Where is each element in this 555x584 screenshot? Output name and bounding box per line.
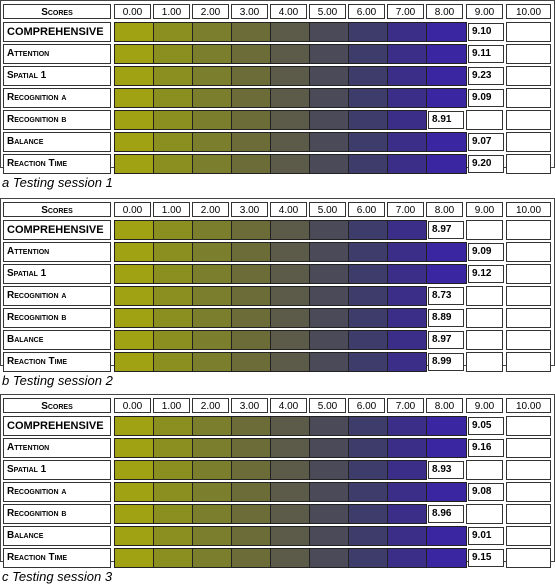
bar-segment bbox=[270, 88, 310, 108]
row-label: Balance bbox=[3, 526, 111, 546]
bar-segment bbox=[270, 504, 310, 524]
bar-segment bbox=[114, 308, 154, 328]
tick-label: 6.00 bbox=[348, 398, 385, 413]
bar-segment bbox=[348, 416, 388, 436]
row-label: Spatial 1 bbox=[3, 66, 111, 86]
value-label: 8.89 bbox=[428, 309, 464, 327]
value-label: 8.99 bbox=[428, 353, 464, 371]
empty-cell bbox=[506, 438, 551, 458]
empty-cell bbox=[506, 308, 551, 328]
bar-segment bbox=[114, 88, 154, 108]
bar-segment bbox=[114, 110, 154, 130]
tick-label: 7.00 bbox=[387, 202, 424, 217]
bar-segment bbox=[153, 242, 193, 262]
bar-segment bbox=[231, 88, 271, 108]
bar-segment bbox=[309, 416, 349, 436]
bar-segment bbox=[231, 330, 271, 350]
bar-segment bbox=[153, 264, 193, 284]
bar-segment bbox=[192, 352, 232, 372]
bar-segment bbox=[270, 352, 310, 372]
bar-segment bbox=[192, 220, 232, 240]
bar-segment bbox=[348, 264, 388, 284]
value-label: 9.23 bbox=[468, 67, 504, 85]
chart-frame bbox=[0, 0, 555, 168]
bar-segment bbox=[153, 286, 193, 306]
bar-segment bbox=[309, 438, 349, 458]
bar-segment bbox=[348, 460, 388, 480]
bar-segment bbox=[309, 220, 349, 240]
bar-segment bbox=[309, 88, 349, 108]
bar-segment bbox=[231, 416, 271, 436]
bar-segment bbox=[114, 154, 154, 174]
bar-segment bbox=[309, 110, 349, 130]
bar-segment bbox=[192, 66, 232, 86]
value-label: 8.96 bbox=[428, 505, 464, 523]
value-label: 9.09 bbox=[468, 89, 504, 107]
bar-segment bbox=[231, 526, 271, 546]
bar-segment bbox=[309, 548, 349, 568]
empty-cell bbox=[506, 416, 551, 436]
tick-label: 8.00 bbox=[426, 202, 463, 217]
bar-segment bbox=[192, 526, 232, 546]
row-label: Reaction Time bbox=[3, 548, 111, 568]
bar-segment bbox=[270, 220, 310, 240]
bar-segment bbox=[348, 352, 388, 372]
bar-segment bbox=[426, 88, 467, 108]
bar-segment bbox=[348, 438, 388, 458]
tick-label: 10.00 bbox=[506, 398, 551, 413]
tick-label: 10.00 bbox=[506, 4, 551, 19]
bar-segment bbox=[231, 460, 271, 480]
bar-segment bbox=[348, 220, 388, 240]
bar-segment bbox=[387, 110, 427, 130]
row-label: Recognition a bbox=[3, 88, 111, 108]
bar-segment bbox=[192, 264, 232, 284]
empty-cell bbox=[506, 482, 551, 502]
empty-cell bbox=[466, 286, 503, 306]
value-label: 9.07 bbox=[468, 133, 504, 151]
bar-segment bbox=[426, 22, 467, 42]
empty-cell bbox=[506, 22, 551, 42]
bar-segment bbox=[270, 44, 310, 64]
tick-label: 0.00 bbox=[114, 202, 151, 217]
bar-segment bbox=[270, 330, 310, 350]
chart-panel bbox=[0, 394, 555, 584]
bar-segment bbox=[348, 66, 388, 86]
bar-segment bbox=[348, 504, 388, 524]
bar-segment bbox=[231, 110, 271, 130]
bar-segment bbox=[153, 460, 193, 480]
bar-segment bbox=[231, 286, 271, 306]
bar-segment bbox=[114, 22, 154, 42]
bar-segment bbox=[153, 330, 193, 350]
empty-cell bbox=[466, 460, 503, 480]
panel-caption: b Testing session 2 bbox=[2, 373, 113, 388]
bar-segment bbox=[114, 242, 154, 262]
bar-segment bbox=[192, 44, 232, 64]
bar-segment bbox=[348, 154, 388, 174]
bar-segment bbox=[114, 220, 154, 240]
bar-segment bbox=[192, 416, 232, 436]
bar-segment bbox=[309, 44, 349, 64]
row-label: Reaction Time bbox=[3, 352, 111, 372]
bar-segment bbox=[387, 482, 427, 502]
row-label: Recognition b bbox=[3, 110, 111, 130]
row-label: Attention bbox=[3, 438, 111, 458]
tick-label: 4.00 bbox=[270, 4, 307, 19]
bar-segment bbox=[114, 482, 154, 502]
bar-segment bbox=[231, 132, 271, 152]
bar-segment bbox=[387, 308, 427, 328]
tick-label: 5.00 bbox=[309, 4, 346, 19]
panel-caption: a Testing session 1 bbox=[2, 175, 113, 190]
bar-segment bbox=[114, 44, 154, 64]
bar-segment bbox=[309, 504, 349, 524]
bar-segment bbox=[348, 88, 388, 108]
bar-segment bbox=[387, 548, 427, 568]
bar-segment bbox=[231, 22, 271, 42]
tick-label: 2.00 bbox=[192, 4, 229, 19]
bar-segment bbox=[192, 330, 232, 350]
tick-label: 2.00 bbox=[192, 202, 229, 217]
tick-label: 7.00 bbox=[387, 4, 424, 19]
empty-cell bbox=[506, 66, 551, 86]
bar-segment bbox=[387, 66, 427, 86]
row-label: Spatial 1 bbox=[3, 460, 111, 480]
bar-segment bbox=[114, 526, 154, 546]
bar-segment bbox=[348, 132, 388, 152]
chart-panel bbox=[0, 198, 555, 388]
bar-segment bbox=[270, 66, 310, 86]
bar-segment bbox=[270, 264, 310, 284]
bar-segment bbox=[270, 416, 310, 436]
empty-cell bbox=[506, 330, 551, 350]
bar-segment bbox=[387, 526, 427, 546]
bar-segment bbox=[192, 286, 232, 306]
empty-cell bbox=[506, 220, 551, 240]
row-label: Balance bbox=[3, 132, 111, 152]
bar-segment bbox=[387, 22, 427, 42]
bar-segment bbox=[387, 330, 427, 350]
tick-label: 3.00 bbox=[231, 202, 268, 217]
bar-segment bbox=[192, 504, 232, 524]
tick-label: 9.00 bbox=[466, 4, 503, 19]
bar-segment bbox=[153, 220, 193, 240]
bar-segment bbox=[309, 330, 349, 350]
bar-segment bbox=[192, 308, 232, 328]
tick-label: 4.00 bbox=[270, 202, 307, 217]
bar-segment bbox=[270, 132, 310, 152]
bar-segment bbox=[387, 154, 427, 174]
bar-segment bbox=[387, 264, 427, 284]
value-label: 9.05 bbox=[468, 417, 504, 435]
bar-segment bbox=[348, 44, 388, 64]
bar-segment bbox=[114, 548, 154, 568]
bar-segment bbox=[153, 22, 193, 42]
bar-segment bbox=[114, 438, 154, 458]
empty-cell bbox=[466, 220, 503, 240]
row-label: COMPREHENSIVE bbox=[3, 22, 111, 42]
row-label: Attention bbox=[3, 242, 111, 262]
header-scores-label: Scores bbox=[3, 4, 111, 19]
bar-segment bbox=[309, 482, 349, 502]
empty-cell bbox=[466, 330, 503, 350]
bar-segment bbox=[192, 22, 232, 42]
bar-segment bbox=[426, 548, 467, 568]
bar-segment bbox=[387, 44, 427, 64]
bar-segment bbox=[270, 526, 310, 546]
row-label: COMPREHENSIVE bbox=[3, 220, 111, 240]
bar-segment bbox=[192, 548, 232, 568]
bar-segment bbox=[309, 242, 349, 262]
panel-caption: c Testing session 3 bbox=[2, 569, 113, 584]
bar-segment bbox=[153, 132, 193, 152]
tick-label: 7.00 bbox=[387, 398, 424, 413]
bar-segment bbox=[153, 438, 193, 458]
bar-segment bbox=[114, 352, 154, 372]
empty-cell bbox=[466, 352, 503, 372]
bar-segment bbox=[426, 438, 467, 458]
bar-segment bbox=[387, 460, 427, 480]
row-label: Recognition a bbox=[3, 286, 111, 306]
tick-label: 5.00 bbox=[309, 202, 346, 217]
bar-segment bbox=[231, 264, 271, 284]
bar-segment bbox=[114, 416, 154, 436]
tick-label: 1.00 bbox=[153, 202, 190, 217]
bar-segment bbox=[153, 88, 193, 108]
bar-segment bbox=[348, 330, 388, 350]
bar-segment bbox=[114, 264, 154, 284]
bar-segment bbox=[231, 504, 271, 524]
bar-segment bbox=[309, 264, 349, 284]
bar-segment bbox=[426, 264, 467, 284]
empty-cell bbox=[506, 460, 551, 480]
tick-label: 1.00 bbox=[153, 4, 190, 19]
bar-segment bbox=[270, 22, 310, 42]
bar-segment bbox=[309, 66, 349, 86]
value-label: 8.73 bbox=[428, 287, 464, 305]
bar-segment bbox=[309, 308, 349, 328]
row-label: Spatial 1 bbox=[3, 264, 111, 284]
empty-cell bbox=[506, 286, 551, 306]
chart-frame bbox=[0, 394, 555, 562]
bar-segment bbox=[231, 438, 271, 458]
bar-segment bbox=[426, 416, 467, 436]
bar-segment bbox=[270, 308, 310, 328]
bar-segment bbox=[231, 242, 271, 262]
empty-cell bbox=[506, 44, 551, 64]
bar-segment bbox=[426, 526, 467, 546]
row-label: COMPREHENSIVE bbox=[3, 416, 111, 436]
bar-segment bbox=[348, 110, 388, 130]
bar-segment bbox=[153, 308, 193, 328]
bar-segment bbox=[153, 526, 193, 546]
bar-segment bbox=[270, 110, 310, 130]
bar-segment bbox=[153, 154, 193, 174]
bar-segment bbox=[387, 352, 427, 372]
value-label: 9.20 bbox=[468, 155, 504, 173]
empty-cell bbox=[506, 242, 551, 262]
tick-label: 10.00 bbox=[506, 202, 551, 217]
tick-label: 3.00 bbox=[231, 4, 268, 19]
bar-segment bbox=[270, 286, 310, 306]
bar-segment bbox=[153, 504, 193, 524]
bar-segment bbox=[426, 66, 467, 86]
bar-segment bbox=[270, 154, 310, 174]
bar-segment bbox=[426, 132, 467, 152]
bar-segment bbox=[309, 352, 349, 372]
tick-label: 1.00 bbox=[153, 398, 190, 413]
tick-label: 5.00 bbox=[309, 398, 346, 413]
row-label: Recognition b bbox=[3, 504, 111, 524]
bar-segment bbox=[270, 548, 310, 568]
bar-segment bbox=[114, 132, 154, 152]
value-label: 8.93 bbox=[428, 461, 464, 479]
bar-segment bbox=[387, 242, 427, 262]
value-label: 8.97 bbox=[428, 221, 464, 239]
bar-segment bbox=[192, 132, 232, 152]
bar-segment bbox=[348, 242, 388, 262]
value-label: 9.15 bbox=[468, 549, 504, 567]
bar-segment bbox=[153, 548, 193, 568]
empty-cell bbox=[466, 308, 503, 328]
value-label: 9.10 bbox=[468, 23, 504, 41]
empty-cell bbox=[506, 110, 551, 130]
bar-segment bbox=[348, 548, 388, 568]
row-label: Recognition a bbox=[3, 482, 111, 502]
tick-label: 9.00 bbox=[466, 398, 503, 413]
bar-segment bbox=[387, 504, 427, 524]
bar-segment bbox=[231, 482, 271, 502]
bar-segment bbox=[231, 44, 271, 64]
value-label: 9.12 bbox=[468, 265, 504, 283]
row-label: Recognition b bbox=[3, 308, 111, 328]
bar-segment bbox=[309, 526, 349, 546]
bar-segment bbox=[270, 482, 310, 502]
bar-segment bbox=[153, 66, 193, 86]
bar-segment bbox=[309, 286, 349, 306]
bar-segment bbox=[309, 154, 349, 174]
bar-segment bbox=[192, 88, 232, 108]
bar-segment bbox=[192, 242, 232, 262]
value-label: 8.91 bbox=[428, 111, 464, 129]
tick-label: 6.00 bbox=[348, 202, 385, 217]
bar-segment bbox=[114, 66, 154, 86]
value-label: 9.08 bbox=[468, 483, 504, 501]
bar-segment bbox=[387, 220, 427, 240]
bar-segment bbox=[309, 132, 349, 152]
bar-segment bbox=[231, 548, 271, 568]
empty-cell bbox=[506, 88, 551, 108]
bar-segment bbox=[114, 504, 154, 524]
row-label: Reaction Time bbox=[3, 154, 111, 174]
bar-segment bbox=[192, 154, 232, 174]
bar-segment bbox=[309, 460, 349, 480]
value-label: 8.97 bbox=[428, 331, 464, 349]
empty-cell bbox=[506, 154, 551, 174]
empty-cell bbox=[506, 548, 551, 568]
bar-segment bbox=[348, 482, 388, 502]
empty-cell bbox=[466, 504, 503, 524]
bar-segment bbox=[231, 352, 271, 372]
bar-segment bbox=[192, 460, 232, 480]
bar-segment bbox=[270, 242, 310, 262]
bar-segment bbox=[192, 438, 232, 458]
empty-cell bbox=[466, 110, 503, 130]
tick-label: 4.00 bbox=[270, 398, 307, 413]
value-label: 9.16 bbox=[468, 439, 504, 457]
bar-segment bbox=[192, 110, 232, 130]
bar-segment bbox=[231, 154, 271, 174]
tick-label: 8.00 bbox=[426, 4, 463, 19]
tick-label: 6.00 bbox=[348, 4, 385, 19]
bar-segment bbox=[426, 44, 467, 64]
bar-segment bbox=[114, 286, 154, 306]
empty-cell bbox=[506, 526, 551, 546]
value-label: 9.09 bbox=[468, 243, 504, 261]
bar-segment bbox=[114, 330, 154, 350]
tick-label: 0.00 bbox=[114, 4, 151, 19]
row-label: Balance bbox=[3, 330, 111, 350]
bar-segment bbox=[309, 22, 349, 42]
bar-segment bbox=[387, 132, 427, 152]
bar-segment bbox=[231, 220, 271, 240]
bar-segment bbox=[387, 88, 427, 108]
tick-label: 0.00 bbox=[114, 398, 151, 413]
chart-panel bbox=[0, 0, 555, 190]
empty-cell bbox=[506, 132, 551, 152]
empty-cell bbox=[506, 352, 551, 372]
bar-segment bbox=[192, 482, 232, 502]
bar-segment bbox=[231, 66, 271, 86]
row-label: Attention bbox=[3, 44, 111, 64]
bar-segment bbox=[270, 460, 310, 480]
bar-segment bbox=[270, 438, 310, 458]
bar-segment bbox=[231, 308, 271, 328]
value-label: 9.11 bbox=[468, 45, 504, 63]
bar-segment bbox=[426, 482, 467, 502]
tick-label: 8.00 bbox=[426, 398, 463, 413]
empty-cell bbox=[506, 504, 551, 524]
bar-segment bbox=[348, 526, 388, 546]
bar-segment bbox=[153, 110, 193, 130]
chart-frame bbox=[0, 198, 555, 366]
bar-segment bbox=[387, 286, 427, 306]
bar-segment bbox=[387, 438, 427, 458]
tick-label: 9.00 bbox=[466, 202, 503, 217]
header-scores-label: Scores bbox=[3, 398, 111, 413]
bar-segment bbox=[153, 416, 193, 436]
value-label: 9.01 bbox=[468, 527, 504, 545]
header-scores-label: Scores bbox=[3, 202, 111, 217]
tick-label: 3.00 bbox=[231, 398, 268, 413]
bar-segment bbox=[153, 44, 193, 64]
bar-segment bbox=[426, 242, 467, 262]
bar-segment bbox=[387, 416, 427, 436]
empty-cell bbox=[506, 264, 551, 284]
tick-label: 2.00 bbox=[192, 398, 229, 413]
bar-segment bbox=[426, 154, 467, 174]
bar-segment bbox=[153, 482, 193, 502]
bar-segment bbox=[348, 308, 388, 328]
bar-segment bbox=[114, 460, 154, 480]
bar-segment bbox=[348, 22, 388, 42]
bar-segment bbox=[348, 286, 388, 306]
bar-segment bbox=[153, 352, 193, 372]
